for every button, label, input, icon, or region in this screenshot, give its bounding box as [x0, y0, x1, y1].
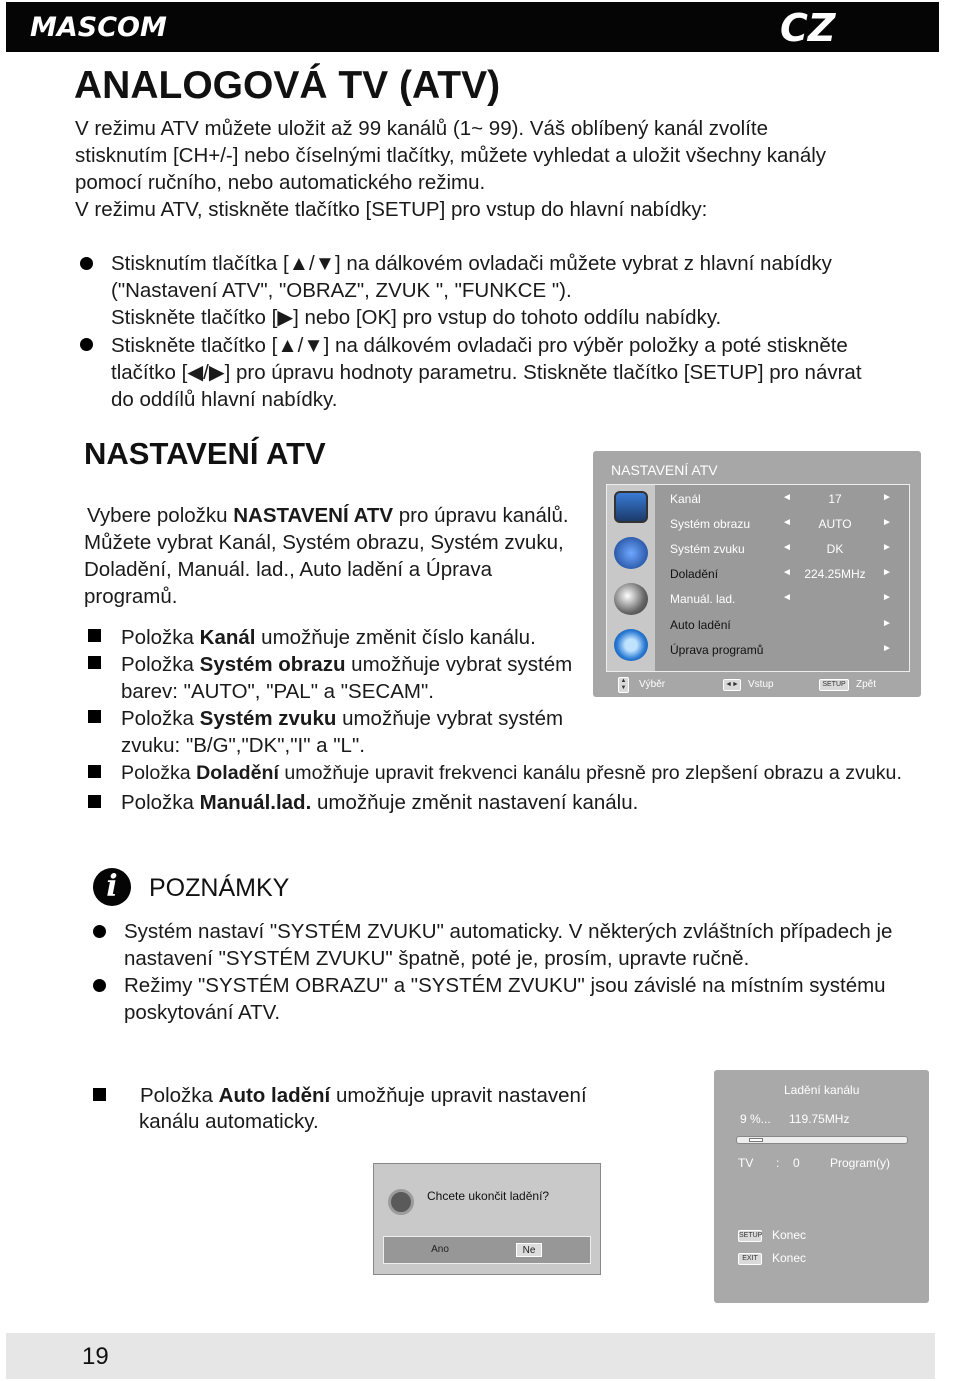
bullet-dot	[80, 338, 93, 351]
scan-program-label: Program(y)	[830, 1156, 891, 1170]
page-title: ANALOGOVÁ TV (ATV)	[74, 64, 501, 107]
dialog-button-bar	[383, 1236, 591, 1264]
right-arrow-icon[interactable]: ►	[882, 542, 892, 553]
bullet-square	[88, 656, 101, 669]
intro-line-2: stisknutím [CH+/-] nebo číselnými tlačítky, můžete vyhledat a uložit všechny kanály	[75, 144, 827, 167]
menu-row-manual-lad[interactable]: Manuál. lad. ◄ ►	[670, 592, 892, 606]
menu-body	[606, 484, 910, 672]
note-2-line-2: poskytování ATV.	[124, 1001, 281, 1024]
menu-row-auto-ladeni[interactable]: Auto ladění ►	[670, 618, 892, 632]
menu-row-uprava-programu[interactable]: Úprava programů ►	[670, 643, 892, 657]
menu-row-doladeni[interactable]: Doladění ◄ 224.25MHz ►	[670, 567, 892, 581]
down-arrow-icon: ▼	[314, 252, 336, 275]
footer-back-label: Zpět	[856, 679, 877, 690]
section-para-4: programů.	[84, 585, 178, 608]
intro-line-4: V režimu ATV, stiskněte tlačítko [SETUP] pro vstup do hlavní nabídky:	[75, 198, 708, 221]
section-para-2: Můžete vybrat Kanál, Systém obrazu, Systém zvuku,	[84, 531, 564, 554]
exit-key-icon: EXIT	[738, 1253, 762, 1265]
menu-title: NASTAVENÍ ATV	[611, 462, 718, 478]
item-system-obrazu-line-2: barev: "AUTO", "PAL" a "SECAM".	[121, 680, 434, 703]
scan-tv-label: TV	[738, 1156, 754, 1170]
setup-key-icon: SETUP	[738, 1230, 762, 1242]
brand-logo: MASCOM	[30, 12, 167, 43]
menu-footer	[593, 676, 921, 694]
bullet-2-line-3: do oddílů hlavní nabídky.	[111, 388, 338, 411]
right-arrow-icon: ▶	[208, 361, 225, 384]
item-manual-lad: Položka Manuál.lad. umožňuje změnit nastavení kanálu.	[121, 791, 639, 814]
bullet-1-line-3: Stiskněte tlačítko [▶] nebo [OK] pro vstup do tohoto oddílu nabídky.	[111, 306, 722, 329]
no-button[interactable]: Ne	[516, 1243, 542, 1257]
scan-colon: :	[776, 1156, 780, 1170]
bullet-square	[88, 629, 101, 642]
item-system-zvuku-line-2: zvuku: "B/G","DK","I" a "L".	[121, 734, 365, 757]
bullet-2-line-2: tlačítko [◀/▶] pro úpravu hodnoty parametru. Stiskněte tlačítko [SETUP] pro návrat	[111, 361, 862, 384]
scan-frequency: 119.75MHz	[789, 1112, 850, 1126]
bullet-1-line-2: ("Nastavení ATV", "OBRAZ", ZVUK ", "FUNKCE ").	[111, 279, 572, 302]
scan-progress-bar	[736, 1136, 908, 1144]
satellite-dish-icon[interactable]	[614, 583, 648, 615]
item-auto-ladeni-line-2: kanálu automaticky.	[139, 1110, 319, 1133]
left-arrow-icon: ◀	[187, 361, 204, 384]
left-arrow-icon[interactable]: ◄	[782, 492, 792, 503]
page-number: 19	[82, 1343, 109, 1370]
section-title: NASTAVENÍ ATV	[84, 436, 326, 471]
scan-tv-count: 0	[793, 1156, 800, 1170]
intro-line-1: V režimu ATV můžete uložit až 99 kanálů (1~ 99). Váš oblíbený kanál zvolíte	[75, 117, 768, 140]
left-arrow-icon[interactable]: ◄	[782, 567, 792, 578]
yes-button[interactable]: Ano	[431, 1244, 449, 1255]
setup-key-icon: SETUP	[819, 679, 849, 691]
language-code: CZ	[780, 6, 836, 50]
left-arrow-icon[interactable]: ◄	[782, 517, 792, 528]
menu-row-kanal[interactable]: Kanál ◄ 17 ►	[670, 492, 892, 506]
notes-title: POZNÁMKY	[149, 874, 290, 902]
question-icon	[388, 1189, 414, 1215]
bullet-square	[93, 1088, 106, 1101]
info-icon: i	[93, 868, 131, 906]
bullet-square	[88, 795, 101, 808]
bullet-dot	[93, 979, 106, 992]
menu-row-system-zvuku[interactable]: Systém zvuku ◄ DK ►	[670, 542, 892, 556]
right-arrow-icon[interactable]: ►	[882, 592, 892, 603]
section-para-1: Vybere položku NASTAVENÍ ATV pro úpravu kanálů.	[87, 504, 569, 527]
intro-line-3: pomocí ručního, nebo automatického režimu.	[75, 171, 486, 194]
bullet-2-line-1: Stiskněte tlačítko [▲/▼] na dálkovém ovladači pro výběr položky a poté stiskněte	[111, 334, 848, 357]
up-arrow-icon: ▲	[277, 334, 298, 357]
right-arrow-icon[interactable]: ►	[882, 517, 892, 528]
picture-icon[interactable]	[614, 537, 648, 569]
footer-enter-label: Vstup	[748, 679, 774, 690]
bullet-1-line-1: Stisknutím tlačítka [▲/▼] na dálkovém ovladači můžete vybrat z hlavní nabídky	[111, 252, 832, 275]
section-para-3: Doladění, Manuál. lad., Auto ladění a Úprava	[84, 558, 492, 581]
dialog-question: Chcete ukončit ladění?	[427, 1189, 550, 1203]
bullet-dot	[93, 925, 106, 938]
note-1-line-2: nastavení "SYSTÉM ZVUKU" špatně, poté je, prosím, upravte ručně.	[124, 947, 750, 970]
right-arrow-icon[interactable]: ►	[882, 567, 892, 578]
menu-row-system-obrazu[interactable]: Systém obrazu ◄ AUTO ►	[670, 517, 892, 531]
item-kanal: Položka Kanál umožňuje změnit číslo kanálu.	[121, 626, 536, 649]
left-arrow-icon[interactable]: ◄	[782, 542, 792, 553]
exit-tuning-dialog	[373, 1163, 601, 1275]
bullet-square	[88, 765, 101, 778]
right-arrow-icon: ▶	[277, 306, 294, 329]
item-auto-ladeni: Položka Auto ladění umožňuje upravit nastavení	[140, 1084, 587, 1107]
header-bar	[6, 2, 939, 52]
right-arrow-icon[interactable]: ►	[882, 492, 892, 503]
tv-icon[interactable]	[614, 491, 648, 523]
updown-key-icon: ▲ ▼	[618, 677, 629, 693]
item-doladeni: Položka Doladění umožňuje upravit frekvenci kanálu přesně pro zlepšení obrazu a zvuku.	[121, 762, 902, 784]
gear-icon[interactable]	[614, 629, 648, 661]
scan-percent: 9 %...	[740, 1112, 771, 1126]
up-arrow-icon: ▲	[288, 252, 310, 275]
left-arrow-icon[interactable]: ◄	[782, 592, 792, 603]
item-system-obrazu: Položka Systém obrazu umožňuje vybrat systém	[121, 653, 573, 676]
right-arrow-icon[interactable]: ►	[882, 643, 892, 654]
menu-rows	[655, 485, 909, 671]
item-system-zvuku: Položka Systém zvuku umožňuje vybrat systém	[121, 707, 564, 730]
scan-progress-fill	[749, 1138, 763, 1142]
scan-key1-label: Konec	[772, 1228, 807, 1242]
footer-select-label: Výběr	[639, 679, 666, 690]
channel-scan-panel	[714, 1070, 929, 1303]
note-1-line-1: Systém nastaví "SYSTÉM ZVUKU" automaticky. V některých zvláštních případech je	[124, 920, 893, 943]
leftright-key-icon: ◄►	[723, 679, 741, 691]
down-arrow-icon: ▼	[303, 334, 324, 357]
page-footer	[6, 1333, 935, 1379]
menu-icon-column	[607, 485, 655, 671]
scan-key2-label: Konec	[772, 1251, 807, 1265]
scan-title: Ladění kanálu	[784, 1083, 860, 1097]
atv-menu-panel	[593, 451, 921, 697]
right-arrow-icon[interactable]: ►	[882, 618, 892, 629]
bullet-dot	[80, 257, 93, 270]
bullet-square	[88, 710, 101, 723]
note-2-line-1: Režimy "SYSTÉM OBRAZU" a "SYSTÉM ZVUKU" jsou závislé na místním systému	[124, 974, 886, 997]
